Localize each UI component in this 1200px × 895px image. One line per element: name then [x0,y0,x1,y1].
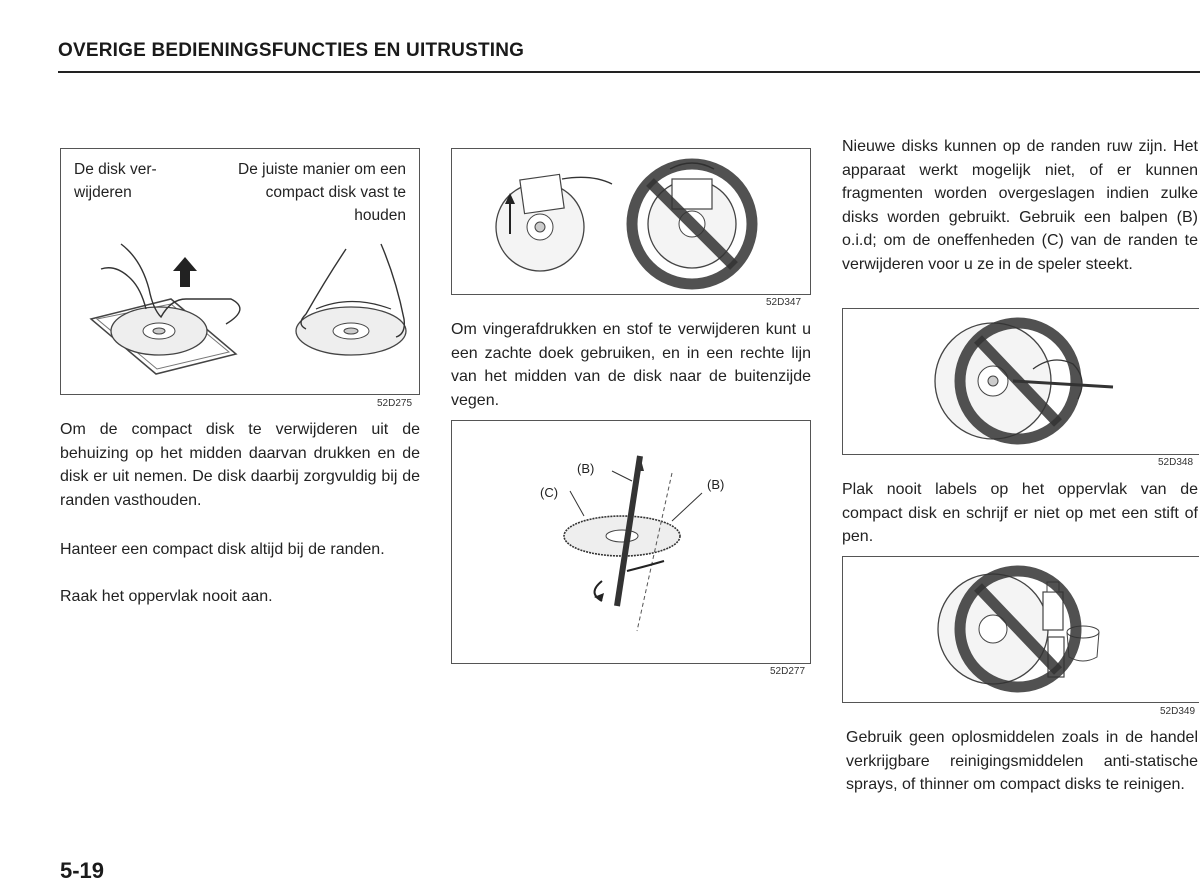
col3-paragraph-3: Gebruik geen oplosmiddelen zoals in de handel verkrijgbare reinigingsmiddelen anti-statische sprays, of thinner om compact disks te reinigen. [846,729,1198,793]
caption-hold-disk: De juiste manier om een compact disk vast te houden [238,161,406,224]
page-number: 5-19 [60,858,105,883]
illustration-no-solvents [843,557,1199,702]
figure-code-52d348: 52D348 [1158,457,1194,468]
figure-wipe-disk [451,148,811,295]
caption-remove-disk: De disk ver- wijderen [74,161,157,201]
col1-paragraph-3: Raak het oppervlak nooit aan. [60,588,273,605]
illustration-remove-hold [61,149,419,394]
col3-paragraph-2: Plak nooit labels op het oppervlak van de compact disk en schrijf er niet op met een stift of pen. [842,481,1198,545]
figure-code-52d275: 52D275 [377,398,413,409]
illustration-no-writing [843,309,1199,454]
illustration-smooth-edges [452,421,810,663]
col3-paragraph-1: Nieuwe disks kunnen op de randen ruw zijn. Het apparaat werkt mogelijk niet, of er kunnen fragmenten worden overgeslagen indien zulke disks worden gebruikt. Gebruik een balpen (B) o.i.d; om de oneffenheden (C) van de randen te verwijderen voor u ze in de speler steekt. [842,138,1198,273]
label-b-pen: (B) [577,461,595,476]
figure-code-52d349: 52D349 [1160,706,1196,717]
col1-paragraph-2: Hanteer een compact disk altijd bij de randen. [60,541,385,558]
header-rule [58,71,1200,73]
figure-code-52d347: 52D347 [766,297,802,308]
page-header-title: OVERIGE BEDIENINGSFUNCTIES EN UITRUSTING [58,40,525,61]
figure-code-52d277: 52D277 [770,666,806,677]
figure-remove-and-hold-disk [60,148,420,395]
col1-paragraph-1: Om de compact disk te verwijderen uit de behuizing op het midden daarvan drukken en de disk er uit nemen. De disk daarbij zorgvuldig bij de randen vasthouden. [60,421,420,509]
figure-smooth-edges [451,420,811,664]
figure-no-writing [842,308,1199,455]
col2-paragraph: Om vingerafdrukken en stof te verwijderen kunt u een zachte doek gebruiken, en in een rechte lijn van het midden van de disk naar de buitenzijde vegen. [451,321,811,409]
label-b-axis: (B) [707,477,725,492]
illustration-wipe [452,149,810,294]
label-c-edge: (C) [540,485,559,500]
figure-no-solvents [842,556,1199,703]
